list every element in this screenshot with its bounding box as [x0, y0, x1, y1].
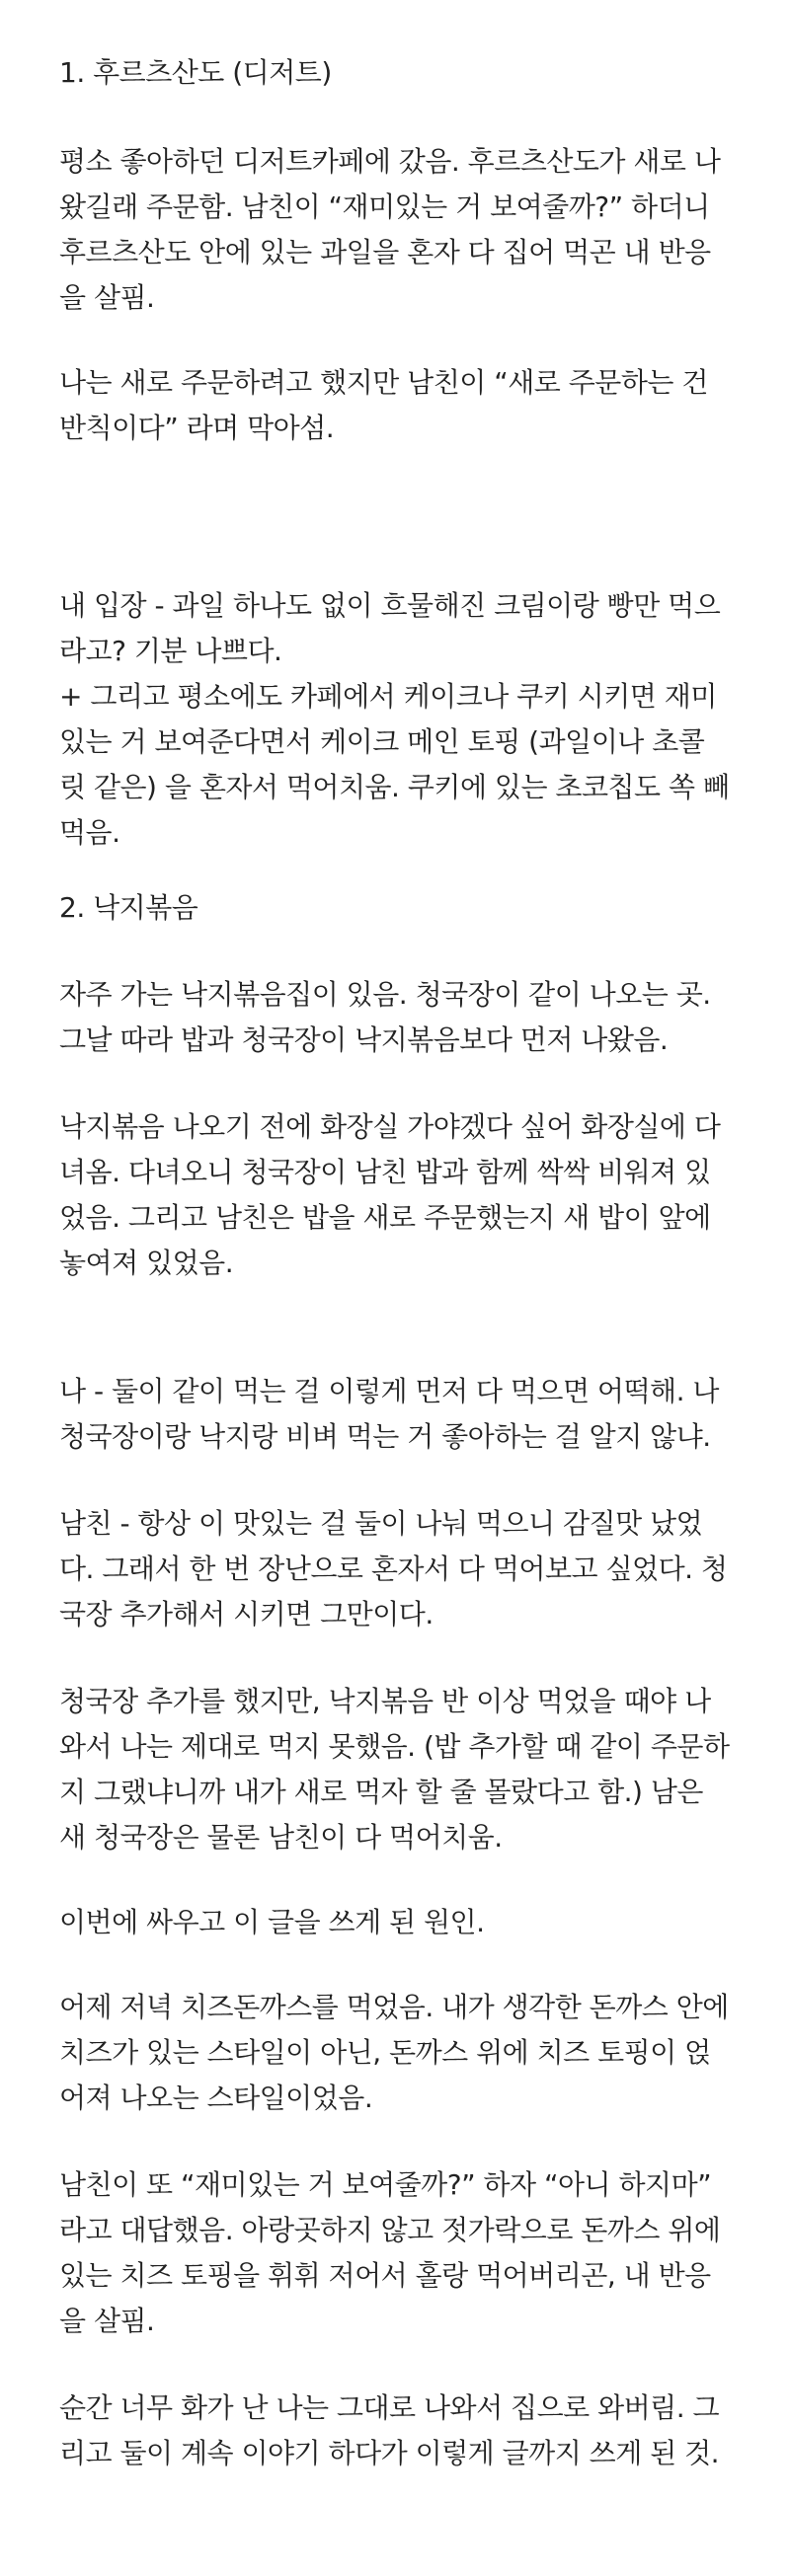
- paragraph-line: + 그리고 평소에도 카페에서 케이크나 쿠키 시키면 재미: [59, 680, 717, 713]
- paragraph-line: 국장 추가해서 시키면 그만이다.: [59, 1598, 434, 1630]
- paragraph-line: 다. 그래서 한 번 장난으로 혼자서 다 먹어보고 싶었다. 청: [59, 1553, 728, 1585]
- paragraph-line: 있는 거 보여준다면서 케이크 메인 토핑 (과일이나 초콜: [59, 725, 705, 758]
- paragraph-line: 낙지볶음 나오기 전에 화장실 가야겠다 싶어 화장실에 다: [59, 1110, 721, 1143]
- paragraph-line: 었음. 그리고 남친은 밥을 새로 주문했는지 새 밥이 앞에: [59, 1201, 711, 1234]
- paragraph-line: 자주 가는 낙지볶음집이 있음. 청국장이 같이 나오는 곳.: [59, 978, 711, 1011]
- paragraph-line: 먹음.: [59, 816, 120, 849]
- paragraph-line: 내 입장 - 과일 하나도 없이 흐물해진 크림이랑 빵만 먹으: [59, 589, 721, 622]
- paragraph-line: 남친이 또 “재미있는 거 보여줄까?” 하자 “아니 하지마”: [59, 2168, 712, 2201]
- paragraph-line: 어져 나오는 스타일이었음.: [59, 2082, 373, 2114]
- paragraph-line: 지 그랬냐니까 내가 새로 먹자 할 줄 몰랐다고 함.) 남은: [59, 1776, 703, 1808]
- paragraph-line: 을 살핌.: [59, 2305, 155, 2337]
- paragraph-line: 청국장 추가를 했지만, 낙지볶음 반 이상 먹었을 때야 나: [59, 1685, 711, 1717]
- paragraph-line: 그날 따라 밥과 청국장이 낙지볶음보다 먼저 나왔음.: [59, 1023, 669, 1056]
- paragraph-line: 리고 둘이 계속 이야기 하다가 이렇게 글까지 쓰게 된 것.: [59, 2437, 720, 2469]
- paragraph-line: 녀옴. 다녀오니 청국장이 남친 밥과 함께 싹싹 비워져 있: [59, 1156, 711, 1188]
- paragraph-line: 나 - 둘이 같이 먹는 걸 이렇게 먼저 다 먹으면 어떡해. 나: [59, 1375, 719, 1407]
- section-1-heading: 1. 후르츠산도 (디저트): [59, 56, 332, 89]
- paragraph-line: 라고? 기분 나쁘다.: [59, 635, 282, 667]
- paragraph-line: 릿 같은) 을 혼자서 먹어치움. 쿠키에 있는 초코칩도 쏙 빼: [59, 771, 730, 803]
- paragraph-line: 을 살핌.: [59, 281, 155, 314]
- paragraph-line: 순간 너무 화가 난 나는 그대로 나와서 집으로 와버림. 그: [59, 2391, 720, 2424]
- paragraph-line: 이번에 싸우고 이 글을 쓰게 된 원인.: [59, 1906, 485, 1938]
- paragraph-line: 후르츠산도 안에 있는 과일을 혼자 다 집어 먹곤 내 반응: [59, 236, 711, 268]
- paragraph-line: 라고 대답했음. 아랑곳하지 않고 젓가락으로 돈까스 위에: [59, 2214, 721, 2246]
- section-2-heading: 2. 낙지볶음: [59, 891, 198, 924]
- paragraph-line: 나는 새로 주문하려고 했지만 남친이 “새로 주문하는 건: [59, 366, 708, 399]
- paragraph-line: 어제 저녁 치즈돈까스를 먹었음. 내가 생각한 돈까스 안에: [59, 1991, 729, 2023]
- paragraph-line: 놓여져 있었음.: [59, 1247, 234, 1279]
- paragraph-line: 반칙이다” 라며 막아섬.: [59, 412, 335, 444]
- paragraph-line: 청국장이랑 낙지랑 비벼 먹는 거 좋아하는 걸 알지 않냐.: [59, 1420, 711, 1453]
- paragraph-line: 치즈가 있는 스타일이 아닌, 돈까스 위에 치즈 토핑이 얹: [59, 2036, 711, 2069]
- paragraph-line: 왔길래 주문함. 남친이 “재미있는 거 보여줄까?” 하더니: [59, 190, 710, 223]
- paragraph-line: 남친 - 항상 이 맛있는 걸 둘이 나눠 먹으니 감질맛 났었: [59, 1507, 703, 1540]
- paragraph-line: 새 청국장은 물론 남친이 다 먹어치움.: [59, 1821, 503, 1854]
- paragraph-line: 있는 치즈 토핑을 휘휘 저어서 홀랑 먹어버리곤, 내 반응: [59, 2259, 711, 2292]
- paragraph-line: 평소 좋아하던 디저트카페에 갔음. 후르츠산도가 새로 나: [59, 145, 721, 178]
- paragraph-line: 와서 나는 제대로 먹지 못했음. (밥 추가할 때 같이 주문하: [59, 1730, 730, 1763]
